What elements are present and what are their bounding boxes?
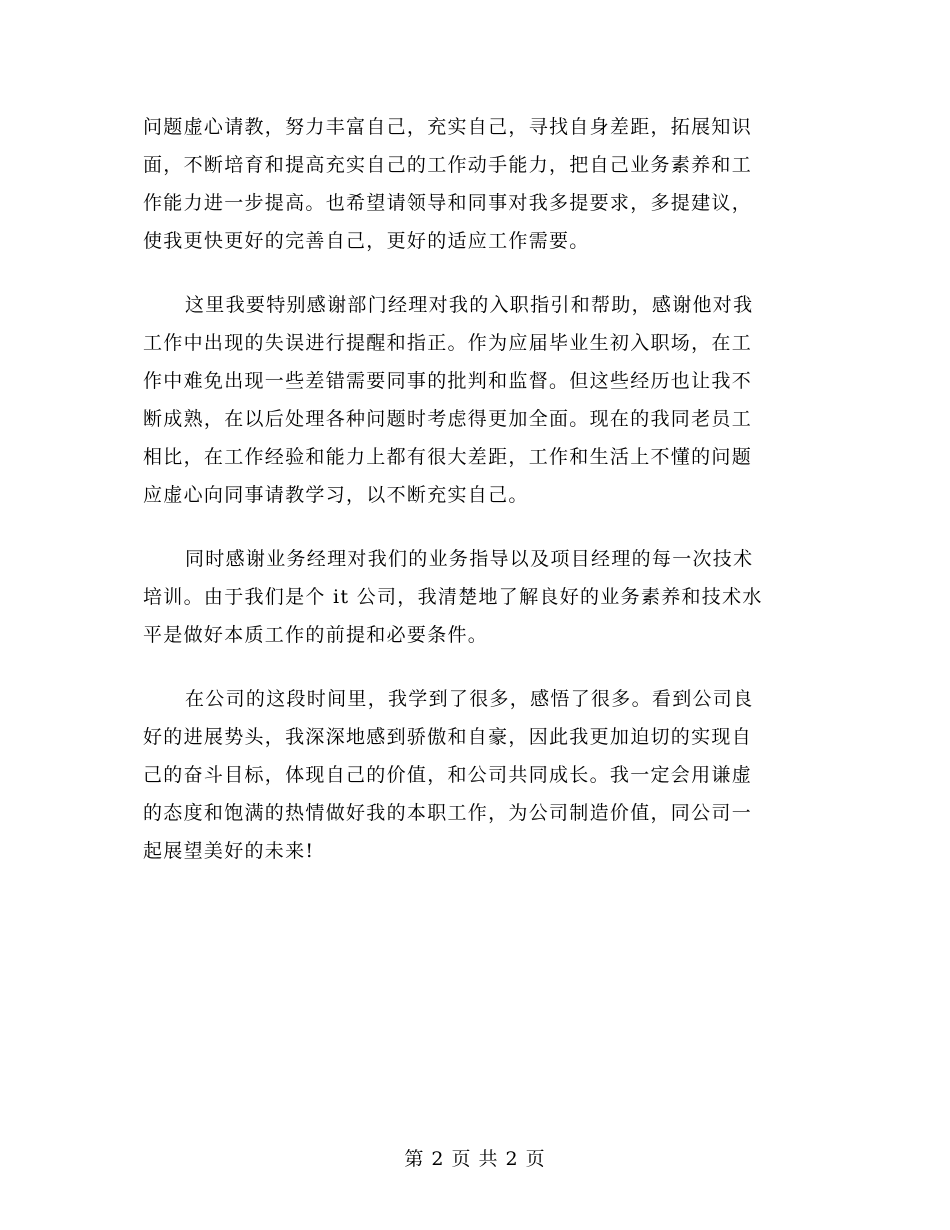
paragraph-line: 问题虚心请教，努力丰富自己，充实自己，寻找自身差距，拓展知识 bbox=[143, 116, 753, 138]
paragraph-line: 断成熟，在以后处理各种问题时考虑得更加全面。现在的我同老员工 bbox=[143, 408, 753, 430]
paragraph-3 bbox=[143, 540, 808, 654]
paragraph-line: 作中难免出现一些差错需要同事的批判和监督。但这些经历也让我不 bbox=[143, 370, 753, 392]
page-number-footer: 第 2 页 共 2 页 bbox=[404, 1148, 546, 1170]
document-body bbox=[143, 108, 808, 870]
paragraph-line: 在公司的这段时间里，我学到了很多，感悟了很多。看到公司良 bbox=[185, 688, 754, 710]
paragraph-1 bbox=[143, 108, 808, 260]
paragraph-2 bbox=[143, 286, 808, 514]
paragraph-line: 起展望美好的未来! bbox=[143, 840, 315, 862]
paragraph-line: 的态度和饱满的热情做好我的本职工作，为公司制造价值，同公司一 bbox=[143, 802, 753, 824]
paragraph-line: 好的进展势头，我深深地感到骄傲和自豪，因此我更加迫切的实现自 bbox=[143, 726, 753, 748]
paragraph-line: 面，不断培育和提高充实自己的工作动手能力，把自己业务素养和工 bbox=[143, 154, 753, 176]
paragraph-4 bbox=[143, 680, 808, 870]
paragraph-line: 这里我要特别感谢部门经理对我的入职指引和帮助，感谢他对我 bbox=[185, 294, 754, 316]
paragraph-spacer bbox=[143, 260, 808, 286]
paragraph-line: 同时感谢业务经理对我们的业务指导以及项目经理的每一次技术 bbox=[185, 548, 754, 570]
paragraph-line: 平是做好本质工作的前提和必要条件。 bbox=[143, 624, 489, 646]
paragraph-spacer bbox=[143, 514, 808, 540]
paragraph-line: 作能力进一步提高。也希望请领导和同事对我多提要求，多提建议， bbox=[143, 192, 753, 214]
paragraph-line: 己的奋斗目标，体现自己的价值，和公司共同成长。我一定会用谦虚 bbox=[143, 764, 753, 786]
paragraph-line: 应虚心向同事请教学习，以不断充实自己。 bbox=[143, 484, 529, 506]
paragraph-line: 相比，在工作经验和能力上都有很大差距，工作和生活上不懂的问题 bbox=[143, 446, 753, 468]
paragraph-line: 培训。由于我们是个 it 公司，我清楚地了解良好的业务素养和技术水 bbox=[143, 586, 763, 608]
paragraph-line: 工作中出现的失误进行提醒和指正。作为应届毕业生初入职场，在工 bbox=[143, 332, 753, 354]
paragraph-line: 使我更快更好的完善自己，更好的适应工作需要。 bbox=[143, 230, 590, 252]
paragraph-spacer bbox=[143, 654, 808, 680]
